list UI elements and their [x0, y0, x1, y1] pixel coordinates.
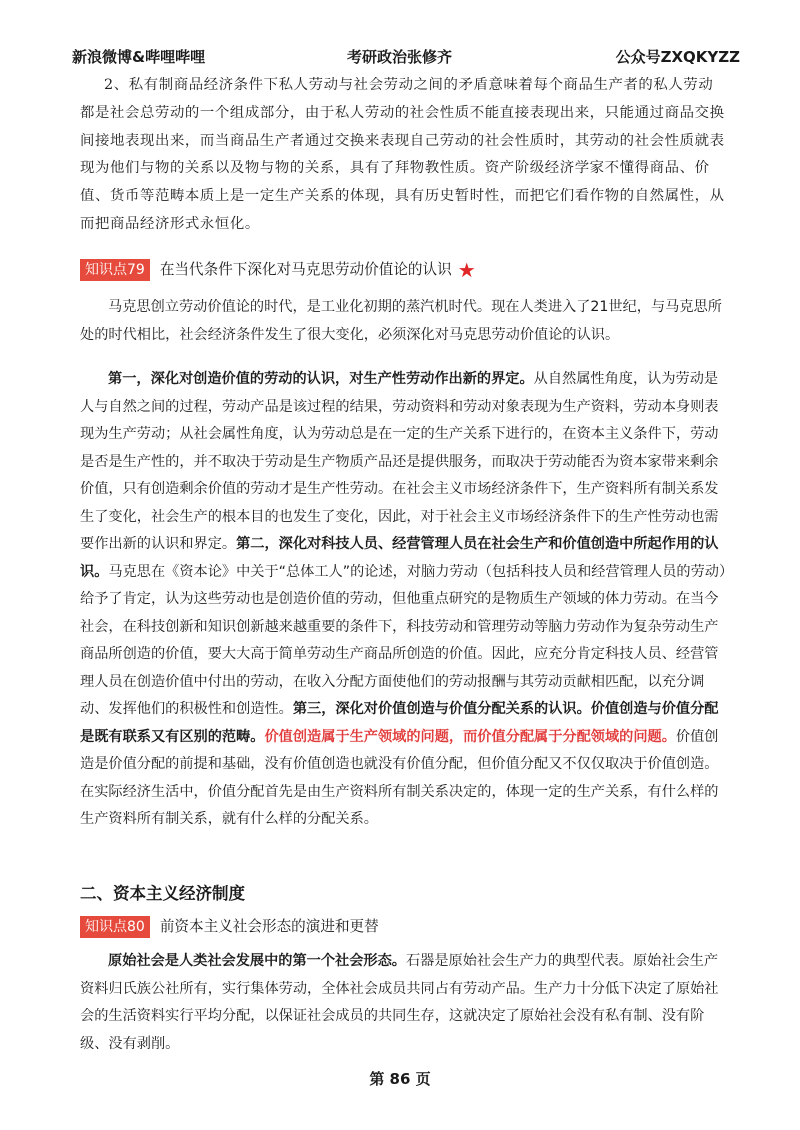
point-three-bold-sentence: 价值创造与价值分配是既有联系又有区别的范畴。: [80, 701, 719, 745]
point-one-heading: 第一，深化对创造价值的劳动的认识，对生产性劳动作出新的界定。: [108, 371, 534, 387]
paragraph-commodity-fetishism: 2、私有制商品经济条件下私人劳动与社会劳动之间的矛盾意味着每个商品生产者的私人劳动都是社会总劳动的一个组成部分，由于私人劳动的社会性质不能直接表现出来，只能通过商品交换间接地表现出来，而当商品生产者通过交换来表现自己劳动的社会性质时，其劳动的社会性质就表现为他们与物的关系以及物与物的关系，具有了拜物教性质。资产阶级经济学家不懂得商品、价值、货币等范畴本质上是一定生产关系的体现，具有历史暂时性，而把它们看作物的自然属性，从而把商品经济形式永恒化。: [80, 77, 725, 232]
point-three-body: 价值创造是价值分配的前提和基础，没有价值创造也就没有价值分配，但价值分配又不仅仅取决于价值创造。在实际经济生活中，价值分配首先是由生产资料所有制关系决定的，体现一定的生产关系，有什么样的生产资料所有制关系，就有什么样的分配关系。: [80, 728, 719, 827]
knowledge-point-79: [80, 258, 476, 282]
point-one-body: 从自然属性角度，认为劳动是人与自然之间的过程，劳动产品是该过程的结果，劳动资料和劳动对象表现为生产资料，劳动本身则表现为生产劳动；从社会属性角度，认为劳动总是在一定的生产关系下进行的，在资本主义条件下，劳动是否是生产性的，并不取决于劳动是生产物质产品还是提供服务，而取决于劳动能否为资本家带来剩余价值，只有创造剩余价值的劳动才是生产性劳动。在社会主义市场经济条件下，生产资料所有制关系发生了变化，社会生产的根本目的也发生了变化，因此，对于社会主义市场经济条件下的生产性劳动也需要作出新的认识和界定。: [80, 371, 719, 552]
paragraph-primitive-society: [80, 948, 728, 1058]
primitive-society-heading: 原始社会是人类社会发展中的第一个社会形态。: [108, 953, 406, 969]
knowledge-point-title: 前资本主义社会形态的演进和更替: [159, 918, 379, 935]
knowledge-point-title: 在当代条件下深化对马克思劳动价值论的认识: [159, 261, 452, 278]
header-author: 考研政治张修齐: [347, 48, 453, 66]
paragraph-intro-labor-value: 马克思创立劳动价值论的时代，是工业化初期的蒸汽机时代。现在人类进入了21世纪，与马克思所处的时代相比，社会经济条件发生了很大变化，必须深化对马克思劳动价值论的认识。: [80, 299, 722, 343]
knowledge-point-tag: 知识点79: [80, 259, 150, 281]
highlight-red-text: 价值创造属于生产领域的问题，而价值分配属于分配领域的问题。: [264, 728, 676, 745]
header-weibo-bilibili: 新浪微博&哔哩哔哩: [72, 48, 206, 66]
paragraph-three-points: [80, 366, 728, 834]
page-number: 第 86 页: [369, 1070, 431, 1088]
page-header: [72, 46, 740, 70]
section-heading-capitalist-economy: 二、资本主义经济制度: [80, 884, 245, 903]
knowledge-point-80: [80, 915, 379, 939]
point-two-body: 马克思在《资本论》中关于“总体工人”的论述，对脑力劳动（包括科技人员和经营管理人员的劳动）给予了肯定，认为这些劳动也是创造价值的劳动，但他重点研究的是物质生产领域的体力劳动。在当今社会，在科技创新和知识创新越来越重要的条件下，科技劳动和管理劳动等脑力劳动作为复杂劳动生产商品所创造的价值，要大大高于简单劳动生产商品所创造的价值。因此，应充分肯定科技人员、经营管理人员在创造价值中付出的劳动，在收入分配方面使他们的劳动报酬与其劳动贡献相匹配，以充分调动、发挥他们的积极性和创造性。: [80, 563, 727, 717]
primitive-society-body: 石器是原始社会生产力的典型代表。原始社会生产资料归氏族公社所有，实行集体劳动，全体社会成员共同占有劳动产品。生产力十分低下决定了原始社会的生活资料实行平均分配，以保证社会成员的共同生存，这就决定了原始社会没有私有制、没有阶级、没有剥削。: [80, 953, 719, 1052]
star-icon: ★: [457, 258, 476, 282]
point-three-heading: 第三，深化对价值创造与价值分配关系的认识。: [292, 701, 591, 717]
header-wechat-account: 公众号ZXQKYZZ: [615, 48, 740, 66]
point-two-heading: 第二，深化对科技人员、经营管理人员在社会生产和价值创造中所起作用的认识。: [80, 536, 719, 580]
knowledge-point-tag: 知识点80: [80, 916, 150, 938]
